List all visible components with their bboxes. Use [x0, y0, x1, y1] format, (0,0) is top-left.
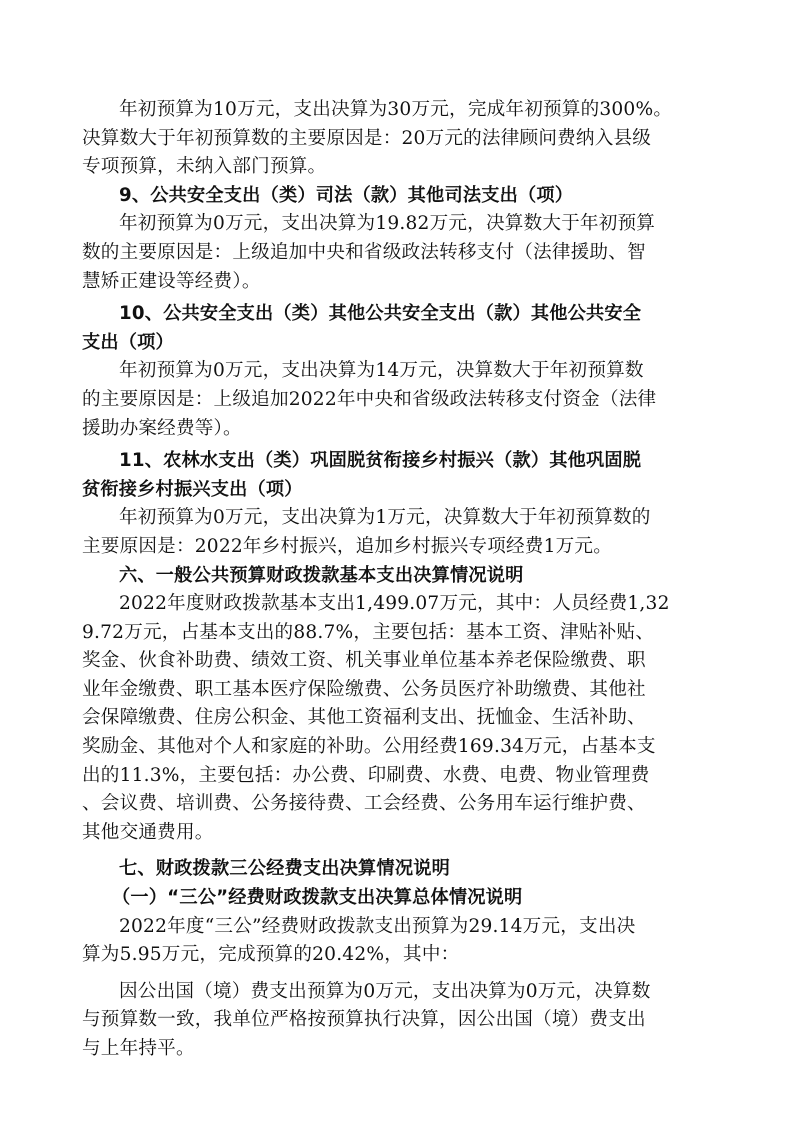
- paragraph-line: 、会议费、培训费、公务接待费、工会经费、公务用车运行维护费、: [82, 793, 646, 815]
- paragraph-line: 专项预算，未纳入部门预算。: [82, 156, 327, 178]
- section-heading: 六、一般公共预算财政拨款基本支出决算情况说明: [119, 564, 524, 586]
- paragraph-line: 奖金、伙食补助费、绩效工资、机关事业单位基本养老保险缴费、职: [82, 650, 646, 672]
- subsection-heading: （一）“三公”经费财政拨款支出决算总体情况说明: [112, 887, 523, 909]
- paragraph-line: 决算数大于年初预算数的主要原因是：20万元的法律顾问费纳入县级: [82, 127, 652, 149]
- section-heading: 支出（项）: [82, 331, 174, 353]
- paragraph-line: 年初预算为0万元，支出决算为1万元，决算数大于年初预算数的: [119, 507, 651, 529]
- paragraph-line: 算为5.95万元，完成预算的20.42%，其中：: [82, 944, 460, 966]
- paragraph-line: 2022年度“三公”经费财政拨款支出预算为29.14万元，支出决: [119, 915, 636, 937]
- paragraph-line: 9.72万元，占基本支出的88.7%，主要包括：基本工资、津贴补贴、: [82, 621, 655, 643]
- paragraph-line: 主要原因是：2022年乡村振兴，追加乡村振兴专项经费1万元。: [82, 535, 612, 557]
- paragraph-line: 的主要原因是：上级追加2022年中央和省级政法转移支付资金（法律: [82, 388, 657, 410]
- section-heading: 七、财政拨款三公经费支出决算情况说明: [119, 858, 450, 880]
- paragraph-line: 因公出国（境）费支出预算为0万元，支出决算为0万元，决算数: [119, 980, 651, 1002]
- paragraph-line: 奖励金、其他对个人和家庭的补助。公用经费169.34万元，占基本支: [82, 736, 656, 758]
- paragraph-line: 与预算数一致，我单位严格按预算执行决算，因公出国（境）费支出: [82, 1009, 646, 1031]
- section-heading: 11、农林水支出（类）巩固脱贫衔接乡村振兴（款）其他巩固脱: [119, 450, 642, 472]
- paragraph-line: 出的11.3%，主要包括：办公费、印刷费、水费、电费、物业管理费: [82, 764, 650, 786]
- paragraph-line: 年初预算为0万元，支出决算为19.82万元，决算数大于年初预算: [119, 213, 656, 235]
- document-page: [82, 96, 716, 1064]
- section-heading: 10、公共安全支出（类）其他公共安全支出（款）其他公共安全: [119, 303, 642, 325]
- paragraph-line: 援助办案经费等）。: [82, 417, 242, 439]
- paragraph-line: 年初预算为10万元，支出决算为30万元，完成年初预算的300%。: [119, 99, 673, 120]
- paragraph-line: 年初预算为0万元，支出决算为14万元，决算数大于年初预算数: [119, 360, 644, 382]
- paragraph-line: 数的主要原因是：上级追加中央和省级政法转移支付（法律援助、智: [82, 241, 646, 263]
- section-heading: 贫衔接乡村振兴支出（项）: [82, 478, 303, 500]
- paragraph-line: 业年金缴费、职工基本医疗保险缴费、公务员医疗补助缴费、其他社: [82, 678, 646, 700]
- paragraph-line: 其他交通费用。: [82, 821, 214, 843]
- paragraph-line: 2022年度财政拨款基本支出1,499.07万元，其中：人员经费1,32: [119, 593, 670, 615]
- paragraph-line: 会保障缴费、住房公积金、其他工资福利支出、抚恤金、生活补助、: [82, 707, 646, 729]
- paragraph-line: 慧矫正建设等经费）。: [82, 270, 261, 292]
- section-heading: 9、公共安全支出（类）司法（款）其他司法支出（项）: [119, 184, 574, 206]
- paragraph-line: 与上年持平。: [82, 1038, 195, 1059]
